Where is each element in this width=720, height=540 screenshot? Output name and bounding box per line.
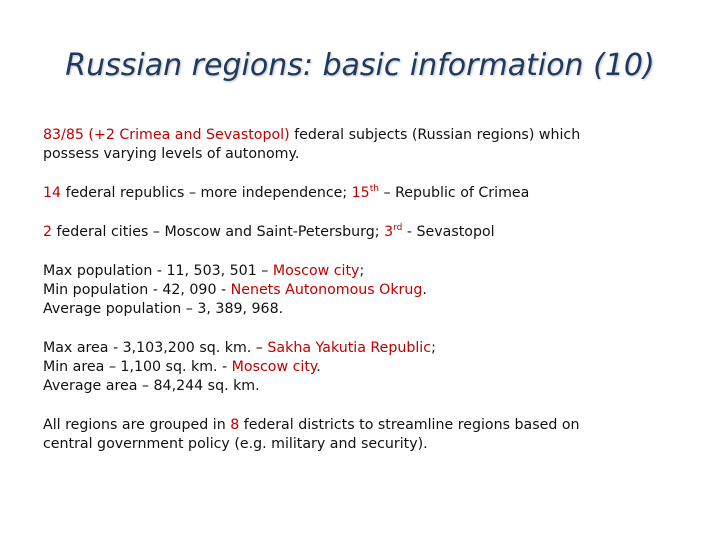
text: federal cities – Moscow and Saint-Petersburg; (52, 224, 385, 240)
paragraph-area (43, 339, 683, 396)
text: . (316, 359, 321, 375)
text: federal districts to streamline regions based on (239, 417, 580, 433)
line (43, 416, 683, 435)
line: Average population – 3, 389, 968. (43, 301, 284, 317)
text: . (422, 282, 427, 298)
text: federal republics – more independence; (61, 185, 352, 201)
highlight-ordinal (384, 224, 402, 240)
text: federal subjects (Russian regions) which (289, 127, 581, 143)
line (43, 126, 683, 145)
ordinal-number: 15 (351, 185, 370, 201)
ordinal-number: 3 (384, 224, 394, 240)
highlight-district-count: 8 (230, 417, 240, 433)
highlight-ordinal (352, 185, 379, 201)
highlight-region: Moscow city (272, 263, 360, 279)
highlight-region: Sakha Yakutia Republic (267, 340, 432, 356)
text: Max area - 3,103,200 sq. km. – (43, 340, 268, 356)
text: Max population - 11, 503, 501 – (43, 263, 273, 279)
line (43, 184, 683, 203)
highlight-subject-count: 83/85 (+2 Crimea and Sevastopol) (43, 127, 290, 143)
text: ; (359, 263, 365, 279)
line (43, 339, 683, 358)
slide-body (43, 126, 683, 454)
ordinal-suffix: rd (393, 223, 403, 233)
text: All regions are grouped in (43, 417, 231, 433)
text: Min area – 1,100 sq. km. - (43, 359, 232, 375)
line (43, 281, 683, 300)
paragraph-federal-districts (43, 416, 683, 454)
line: possess varying levels of autonomy. (43, 146, 300, 162)
line (43, 358, 683, 377)
line (43, 262, 683, 281)
line (43, 223, 683, 242)
highlight-republic-count: 14 (43, 185, 62, 201)
text: Min population - 42, 090 - (43, 282, 231, 298)
highlight-city-count: 2 (43, 224, 53, 240)
paragraph-republics (43, 184, 683, 203)
text: – Republic of Crimea (378, 185, 530, 201)
paragraph-population (43, 262, 683, 319)
line: Average area – 84,244 sq. km. (43, 378, 260, 394)
paragraph-federal-cities (43, 223, 683, 242)
highlight-region: Nenets Autonomous Okrug (230, 282, 423, 298)
line: central government policy (e.g. military and security). (43, 436, 428, 452)
paragraph-federal-subjects (43, 126, 683, 164)
highlight-region: Moscow city (231, 359, 317, 375)
text: ; (431, 340, 436, 356)
text: - Sevastopol (402, 224, 495, 240)
ordinal-suffix: th (369, 184, 379, 194)
slide-title: Russian regions: basic information (10) (65, 48, 655, 83)
